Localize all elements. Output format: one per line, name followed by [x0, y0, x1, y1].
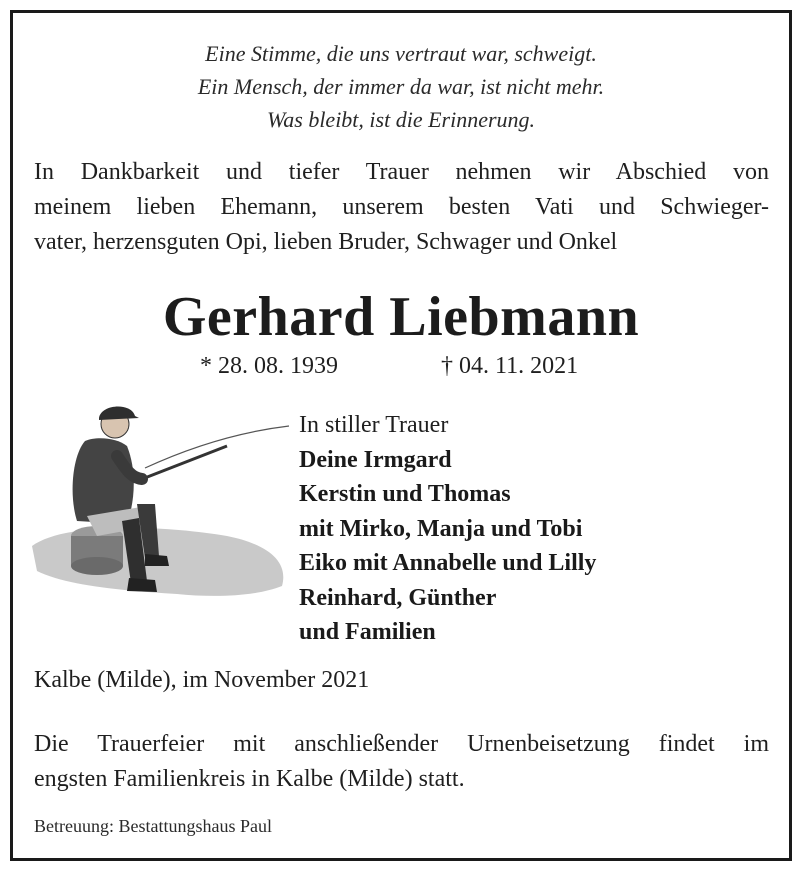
funeral-notice — [34, 727, 769, 797]
intro-line: In Dankbarkeit und tiefer Trauer nehmen wir Abschied von — [34, 159, 769, 185]
intro-line: vater, herzensguten Opi, lieben Bruder, Schwager und Onkel — [34, 229, 618, 255]
birth-date: * 28. 08. 1939 — [200, 353, 338, 379]
death-date: † 04. 11. 2021 — [441, 353, 579, 379]
mourners-heading: In stiller Trauer — [299, 412, 449, 438]
mourner-name: und Familien — [299, 619, 436, 645]
mourner-name: mit Mirko, Manja und Tobi — [299, 515, 583, 542]
intro-text — [34, 155, 769, 260]
mourner-name: Reinhard, Günther — [299, 584, 497, 611]
funeral-home-credit: Betreuung: Bestattungshaus Paul — [34, 816, 272, 836]
mourner-name: Eiko mit Annabelle und Lilly — [299, 550, 597, 576]
funeral-line: engsten Familienkreis in Kalbe (Milde) statt. — [34, 766, 465, 792]
poem-line: Eine Stimme, die uns vertraut war, schweigt. — [205, 41, 597, 66]
poem — [13, 37, 789, 136]
obituary-frame — [10, 10, 792, 861]
poem-line: Was bleibt, ist die Erinnerung. — [266, 107, 536, 132]
intro-line: meinem lieben Ehemann, unserem besten Vati und Schwieger- — [34, 194, 769, 220]
fisherman-illustration — [27, 386, 297, 611]
mourners-list — [299, 408, 596, 650]
place-date: Kalbe (Milde), im November 2021 — [34, 667, 370, 693]
mourner-name: Kerstin und Thomas — [299, 481, 511, 507]
mourner-name: Deine Irmgard — [299, 446, 452, 473]
poem-line: Ein Mensch, der immer da war, ist nicht mehr. — [197, 74, 605, 99]
deceased-name: Gerhard Liebmann — [162, 286, 640, 348]
funeral-line: Die Trauerfeier mit anschließender Urnenbeisetzung findet im — [34, 731, 769, 757]
